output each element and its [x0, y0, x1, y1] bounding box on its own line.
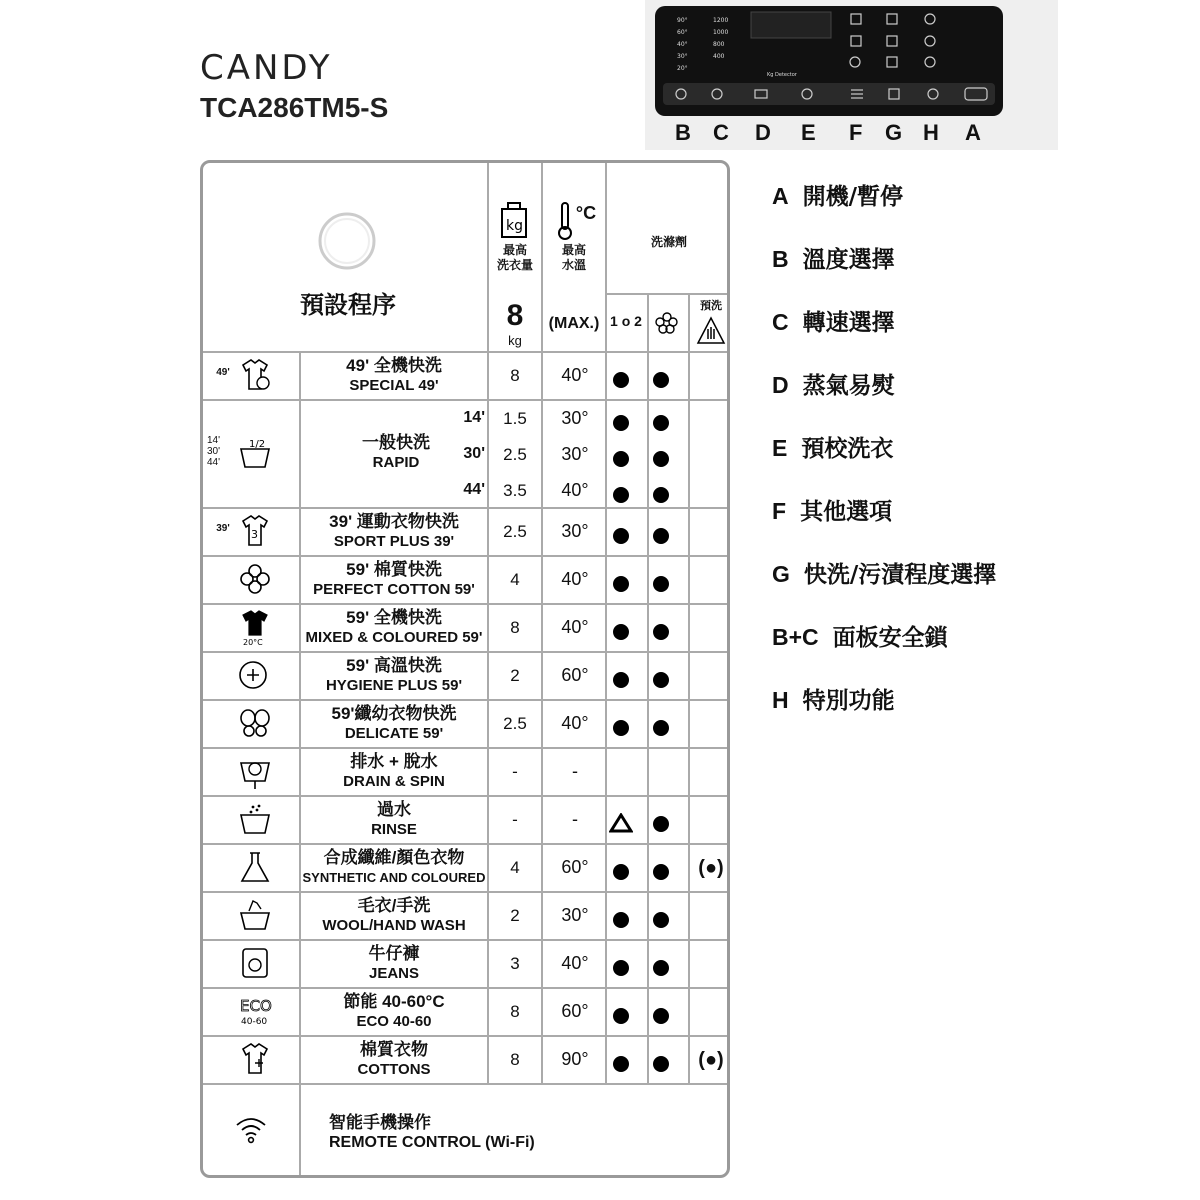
program-name-zh: 牛仔褲 — [368, 944, 420, 963]
row-10-divider-d2 — [688, 893, 690, 941]
row-0-divider-kg — [541, 353, 543, 401]
row-7-divider-d1 — [647, 749, 649, 797]
row-10-kg: 2 — [510, 906, 520, 925]
legend-label: 開機/暫停 — [802, 184, 904, 210]
row-5-divider-d2 — [688, 653, 690, 701]
temp-max: (MAX.) — [548, 315, 600, 332]
flask-icon — [237, 849, 277, 894]
row-4-divider-d1 — [647, 605, 649, 653]
panel-temp-3: 30° — [677, 53, 688, 60]
row-1-sub-0-temp: 30° — [561, 408, 589, 428]
row-11-divider-d2 — [688, 941, 690, 989]
row-9-divider-temp — [605, 845, 607, 893]
program-name-en: DELICATE 59' — [344, 725, 444, 742]
program-name-zh: 節能 40-60°C — [343, 992, 445, 1011]
row-8-bottom-line — [203, 843, 730, 845]
legend-label: 蒸氣易熨 — [802, 373, 895, 399]
panel-letter-f: F — [849, 120, 863, 145]
panel-temp-0: 90° — [677, 17, 688, 24]
row-10-bottom-line — [203, 939, 730, 941]
row-0-detergent-dot — [613, 372, 629, 388]
row-13-bottom-line — [203, 1083, 730, 1085]
row-0-softener-dot — [653, 372, 669, 388]
row-5-kg: 2 — [510, 666, 520, 685]
program-name-zh: 合成纖維/顏色衣物 — [323, 848, 465, 867]
row-9-divider-d2 — [688, 845, 690, 893]
row-0-divider-d2 — [688, 353, 690, 401]
row-8-softener-dot — [653, 816, 669, 832]
program-name-en: JEANS — [368, 965, 420, 982]
legend-key: B — [772, 246, 789, 272]
row-3-bottom-line — [203, 603, 730, 605]
row-2-kg: 2.5 — [503, 522, 527, 541]
row-1-sub-0-detergent-dot — [613, 415, 629, 431]
softener-flower-icon — [655, 311, 679, 340]
remote-control-label[interactable] — [329, 1113, 629, 1153]
row-5-divider-temp — [605, 653, 607, 701]
row-12-divider-d2 — [688, 989, 690, 1037]
legend-key: G — [772, 561, 790, 587]
row-0-kg: 8 — [510, 366, 520, 385]
row-9-temp: 60° — [561, 857, 589, 877]
row-10-divider-temp — [605, 893, 607, 941]
row-9-bottom-line — [203, 891, 730, 893]
row-7-divider-kg — [541, 749, 543, 797]
row-2-program-name[interactable] — [301, 512, 487, 552]
panel-icon-1 — [851, 14, 861, 24]
tshirt-clock-icon — [237, 357, 277, 402]
program-name-en: DRAIN & SPIN — [343, 773, 445, 790]
row-1-sub-1-detergent-dot — [613, 451, 629, 467]
legend-item-5 — [772, 493, 892, 526]
row-10-divider-kg — [541, 893, 543, 941]
panel-speed-2: 800 — [713, 41, 725, 48]
row-6-program-name[interactable] — [301, 704, 487, 744]
row-13-program-name[interactable] — [301, 1040, 487, 1080]
row-6-divider-d2 — [688, 701, 690, 749]
program-name-en: WOOL/HAND WASH — [322, 917, 466, 934]
row-11-detergent-dot — [613, 960, 629, 976]
row-1-duration-badge: 14' 30' 44' — [207, 435, 221, 468]
program-name-en: SPORT PLUS 39' — [333, 533, 455, 550]
legend-item-6 — [772, 556, 996, 589]
row-4-bottom-line — [203, 651, 730, 653]
row-2-divider-temp — [605, 509, 607, 557]
legend-key: E — [772, 435, 788, 461]
program-name-zh: 59'纖幼衣物快洗 — [331, 704, 457, 723]
program-name-zh: 一般快洗 — [362, 433, 430, 452]
row-2-detergent-dot — [613, 528, 629, 544]
row-10-softener-dot — [653, 912, 669, 928]
panel-temp-4: 20° — [677, 65, 688, 72]
row-13-kg: 8 — [510, 1050, 520, 1069]
panel-icon-3 — [925, 14, 935, 24]
row-12-divider-d1 — [647, 989, 649, 1037]
legend-key: F — [772, 498, 787, 524]
row-5-divider-d1 — [647, 653, 649, 701]
program-name-zh: 過水 — [377, 800, 411, 819]
row-11-temp: 40° — [561, 953, 589, 973]
row-3-kg: 4 — [510, 570, 520, 589]
legend-label: 其他選項 — [800, 499, 893, 525]
row-12-kg: 8 — [510, 1002, 520, 1021]
row-4-detergent-dot — [613, 624, 629, 640]
row-8-divider-kg — [541, 797, 543, 845]
panel-letter-b: B — [675, 120, 691, 145]
eco-icon — [237, 993, 277, 1038]
panel-icon-6 — [925, 36, 935, 46]
rinse-icon — [237, 801, 277, 846]
row-6-divider-temp — [605, 701, 607, 749]
row-5-temp: 60° — [561, 665, 589, 685]
control-panel-graphic — [655, 6, 1003, 116]
row-6-temp: 40° — [561, 713, 589, 733]
row-4-divider-kg — [541, 605, 543, 653]
panel-letter-row — [655, 120, 1003, 150]
legend-item-7 — [772, 619, 948, 652]
row-5-divider-kg — [541, 653, 543, 701]
legend-key: A — [772, 183, 789, 209]
row-9-prewash-optional: (●) — [698, 857, 724, 879]
row-1-sub-2-softener-dot — [653, 487, 669, 503]
slot-12-header: 1 o 2 — [610, 313, 642, 329]
butterfly-icon — [237, 705, 277, 750]
row-3-divider-kg — [541, 557, 543, 605]
program-name-en: PERFECT COTTON 59' — [313, 581, 475, 598]
brand-logo: CANDY — [200, 48, 333, 88]
panel-letter-e: E — [801, 120, 816, 145]
program-name-en: SPECIAL 49' — [349, 377, 439, 394]
row-13-divider-d1 — [647, 1037, 649, 1085]
basin-half-icon — [237, 435, 277, 480]
program-name-zh: 49' 全機快洗 — [346, 356, 442, 375]
row-8-program-name[interactable] — [301, 800, 487, 840]
row-12-bottom-line — [203, 1035, 730, 1037]
panel-icon-5 — [887, 36, 897, 46]
row-1-divider-temp — [605, 401, 607, 509]
row-13-softener-dot — [653, 1056, 669, 1072]
program-name-en: RAPID — [372, 454, 420, 471]
panel-button-strip — [663, 83, 995, 105]
legend-label: 面板安全鎖 — [832, 625, 948, 651]
row-4-kg: 8 — [510, 618, 520, 637]
weight-icon — [499, 201, 529, 244]
program-name-zh: 排水 + 脫水 — [350, 752, 438, 771]
legend-key: C — [772, 309, 789, 335]
row-5-bottom-line — [203, 699, 730, 701]
row-6-kg: 2.5 — [503, 714, 527, 733]
row-3-divider-d2 — [688, 557, 690, 605]
prewash-hand-icon — [696, 315, 726, 350]
row-4-divider-d2 — [688, 605, 690, 653]
row-7-bottom-line — [203, 795, 730, 797]
row-2-divider-d2 — [688, 509, 690, 557]
row-11-divider-d1 — [647, 941, 649, 989]
row-10-program-name[interactable] — [301, 896, 487, 936]
legend-label: 快洗/污漬程度選擇 — [803, 562, 997, 588]
row-12-temp: 60° — [561, 1001, 589, 1021]
row-1-sub-0-time: 14' — [463, 409, 485, 426]
temp-unit: °C — [575, 203, 597, 223]
row-6-detergent-dot — [613, 720, 629, 736]
panel-letter-h: H — [923, 120, 939, 145]
row-5-detergent-dot — [613, 672, 629, 688]
row-1-bottom-line — [203, 507, 730, 509]
remote-en: REMOTE CONTROL (Wi-Fi) — [329, 1134, 535, 1151]
prewash-header: 預洗 — [700, 300, 722, 312]
row-3-softener-dot — [653, 576, 669, 592]
row-2-duration-badge: 39' — [216, 523, 230, 534]
row-5-softener-dot — [653, 672, 669, 688]
panel-letter-a: A — [965, 120, 981, 145]
panel-icon-4 — [851, 36, 861, 46]
row-7-divider-temp — [605, 749, 607, 797]
panel-icon-7 — [850, 57, 860, 67]
model-number: TCA286TM5-S — [200, 92, 389, 123]
row-0-temp: 40° — [561, 365, 589, 385]
row-8-kg: - — [512, 810, 518, 829]
program-name-en: RINSE — [371, 821, 417, 838]
tshirt-sparkle-icon — [237, 1041, 277, 1086]
row-13-detergent-dot — [613, 1056, 629, 1072]
program-name-zh: 59' 全機快洗 — [346, 608, 442, 627]
remote-zh: 智能手機操作 — [329, 1113, 431, 1132]
row-2-divider-d1 — [647, 509, 649, 557]
program-name-zh: 棉質衣物 — [360, 1040, 428, 1059]
row-1-sub-0-kg: 1.5 — [503, 409, 527, 428]
row-9-kg: 4 — [510, 858, 520, 877]
row-9-program-name[interactable] — [301, 848, 487, 888]
svg-text:3: 3 — [251, 528, 258, 541]
header-slot-divider-1 — [647, 293, 649, 353]
row-3-divider-temp — [605, 557, 607, 605]
legend-key: B+C — [772, 624, 819, 650]
legend-label: 特別功能 — [802, 688, 895, 714]
program-name-zh: 39' 運動衣物快洗 — [329, 512, 459, 531]
row-1-sub-1-softener-dot — [653, 451, 669, 467]
row-4-temp: 40° — [561, 617, 589, 637]
row-6-softener-dot — [653, 720, 669, 736]
panel-temp-1: 60° — [677, 29, 688, 36]
row-4-divider-temp — [605, 605, 607, 653]
row-11-kg: 3 — [510, 954, 520, 973]
header-detergent-divider — [605, 293, 730, 295]
row-1-divider-d1 — [647, 401, 649, 509]
legend-item-3 — [772, 367, 895, 400]
program-name-zh: 毛衣/手洗 — [357, 896, 431, 915]
program-name-en: HYGIENE PLUS 59' — [325, 677, 463, 694]
row-3-temp: 40° — [561, 569, 589, 589]
row-1-sub-2-kg: 3.5 — [503, 481, 527, 500]
row-1-sub-1-temp: 30° — [561, 444, 589, 464]
program-name-en: COTTONS — [357, 1061, 431, 1078]
row-3-program-name[interactable] — [301, 560, 487, 600]
temp-label — [543, 243, 605, 273]
row-11-divider-kg — [541, 941, 543, 989]
legend-item-4 — [772, 430, 893, 463]
row-13-divider-kg — [541, 1037, 543, 1085]
legend-key: H — [772, 687, 789, 713]
capacity-label-1: 最高 — [502, 243, 527, 257]
legend-item-0 — [772, 178, 903, 211]
legend-key: D — [772, 372, 789, 398]
cotton-flower-icon — [237, 561, 277, 606]
legend-item-1 — [772, 241, 895, 274]
row-2-divider-kg — [541, 509, 543, 557]
capacity-value: 8 — [506, 299, 524, 332]
row-9-divider-d1 — [647, 845, 649, 893]
row-8-temp: - — [572, 809, 578, 829]
drain-spin-icon — [237, 753, 277, 798]
panel-letter-g: G — [885, 120, 903, 145]
capacity-label — [489, 243, 541, 273]
row-2-temp: 30° — [561, 521, 589, 541]
row-4-program-name[interactable] — [301, 608, 487, 648]
row-1-divider-kg — [541, 401, 543, 509]
panel-icon-8 — [887, 57, 897, 67]
svg-text:20°C: 20°C — [243, 638, 263, 647]
row-1-sub-2-detergent-dot — [613, 487, 629, 503]
legend-label: 轉速選擇 — [802, 310, 895, 336]
program-name-en: MIXED & COLOURED 59' — [305, 629, 483, 646]
row-1-sub-2-temp: 40° — [561, 480, 589, 500]
row-1-divider-d2 — [688, 401, 690, 509]
row-3-detergent-dot — [613, 576, 629, 592]
row-13-divider-d2 — [688, 1037, 690, 1085]
row-5-program-name[interactable] — [301, 656, 487, 696]
row-1-sub-1-time: 30' — [463, 445, 485, 462]
row-2-bottom-line — [203, 555, 730, 557]
svg-text:40-60: 40-60 — [241, 1017, 268, 1027]
row-6-divider-kg — [541, 701, 543, 749]
temp-label-2: 水溫 — [561, 258, 586, 272]
panel-temp-2: 40° — [677, 41, 688, 48]
detergent-header: 洗滌劑 — [650, 235, 687, 249]
row-11-softener-dot — [653, 960, 669, 976]
row-11-program-name[interactable] — [301, 944, 487, 984]
panel-speed-3: 400 — [713, 53, 725, 60]
program-name-en: SYNTHETIC AND COLOURED — [302, 870, 486, 885]
hygiene-icon — [237, 657, 277, 702]
row-13-temp: 90° — [561, 1049, 589, 1069]
program-knob-icon — [317, 211, 377, 276]
svg-text:1/2: 1/2 — [249, 439, 266, 450]
row-11-divider-temp — [605, 941, 607, 989]
row-13-prewash-optional: (●) — [698, 1049, 724, 1071]
row-10-detergent-dot — [613, 912, 629, 928]
row-0-divider-d1 — [647, 353, 649, 401]
row-2-softener-dot — [653, 528, 669, 544]
control-panel — [655, 6, 1003, 116]
program-title: 預設程序 — [300, 292, 396, 319]
remote-divider — [299, 1085, 301, 1178]
wifi-icon — [233, 1111, 273, 1156]
capacity-label-2: 洗衣量 — [496, 258, 533, 272]
panel-icon-9 — [925, 57, 935, 67]
panel-display — [751, 12, 831, 38]
row-8-divider-temp — [605, 797, 607, 845]
legend-item-8 — [772, 682, 895, 715]
row-8-divider-d1 — [647, 797, 649, 845]
row-10-temp: 30° — [561, 905, 589, 925]
row-12-softener-dot — [653, 1008, 669, 1024]
temp-label-1: 最高 — [561, 243, 586, 257]
panel-speed-0: 1200 — [713, 17, 729, 24]
row-4-softener-dot — [653, 624, 669, 640]
row-9-detergent-dot — [613, 864, 629, 880]
row-0-program-name[interactable] — [301, 356, 487, 396]
row-11-bottom-line — [203, 987, 730, 989]
row-1-sub-1-kg: 2.5 — [503, 445, 527, 464]
row-1-sub-0-softener-dot — [653, 415, 669, 431]
row-12-divider-temp — [605, 989, 607, 1037]
row-8-detergent-triangle — [609, 813, 633, 838]
capacity-unit: kg — [508, 333, 522, 348]
row-0-duration-badge: 49' — [216, 367, 230, 378]
panel-kg-detector: Kg Detector — [767, 72, 797, 78]
panel-letter-d: D — [755, 120, 771, 145]
panel-icon-2 — [887, 14, 897, 24]
legend-label: 溫度選擇 — [802, 247, 895, 273]
row-7-divider-d2 — [688, 749, 690, 797]
row-7-program-name[interactable] — [301, 752, 487, 792]
row-12-divider-kg — [541, 989, 543, 1037]
tshirt-20c-icon — [237, 609, 277, 654]
row-0-divider-temp — [605, 353, 607, 401]
row-1-sub-2-time: 44' — [463, 481, 485, 498]
row-12-program-name[interactable] — [301, 992, 487, 1032]
legend-item-2 — [772, 304, 895, 337]
tshirt-3-icon — [237, 513, 277, 558]
panel-letter-c: C — [713, 120, 729, 145]
row-10-divider-d1 — [647, 893, 649, 941]
row-7-kg: - — [512, 762, 518, 781]
row-3-divider-d1 — [647, 557, 649, 605]
svg-text:kg: kg — [506, 218, 523, 234]
row-7-temp: - — [572, 761, 578, 781]
row-9-softener-dot — [653, 864, 669, 880]
row-0-bottom-line — [203, 399, 730, 401]
header-bottom-line — [203, 351, 730, 353]
program-name-zh: 59' 棉質快洗 — [346, 560, 442, 579]
row-13-divider-temp — [605, 1037, 607, 1085]
jeans-icon — [237, 945, 277, 990]
row-6-divider-d1 — [647, 701, 649, 749]
row-12-detergent-dot — [613, 1008, 629, 1024]
hand-wash-icon — [237, 897, 277, 942]
program-name-en: ECO 40-60 — [356, 1013, 432, 1030]
svg-text:ECO: ECO — [240, 997, 272, 1015]
panel-speed-1: 1000 — [713, 29, 729, 36]
program-name-zh: 59' 高溫快洗 — [346, 656, 442, 675]
program-table — [200, 160, 730, 1178]
legend-label: 預校洗衣 — [801, 436, 894, 462]
row-6-bottom-line — [203, 747, 730, 749]
row-8-divider-d2 — [688, 797, 690, 845]
row-9-divider-kg — [541, 845, 543, 893]
